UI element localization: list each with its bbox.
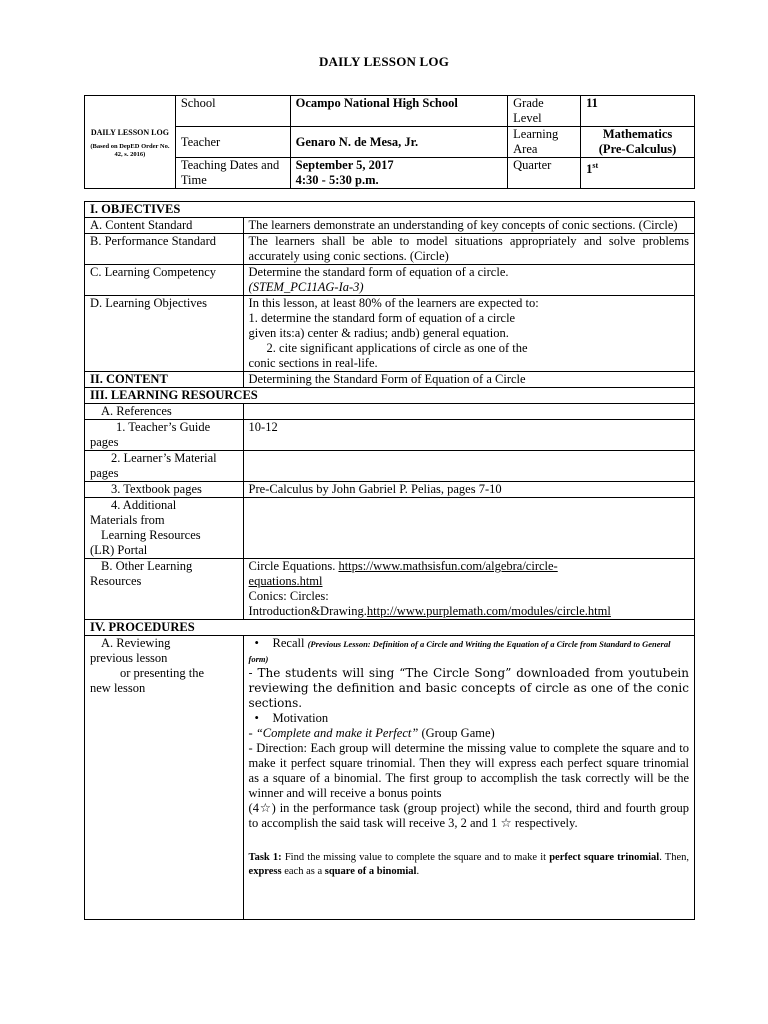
teachers-guide-value: 10-12 bbox=[243, 420, 694, 451]
resources-heading: III. LEARNING RESOURCES bbox=[85, 388, 695, 404]
quarter-value bbox=[581, 158, 695, 189]
task-bold: perfect square trinomial bbox=[549, 852, 660, 863]
task-text: . bbox=[416, 866, 420, 877]
purplemath-link[interactable]: http://www.purplemath.com/modules/circle.html bbox=[366, 604, 611, 618]
content-standard-label: A. Content Standard bbox=[85, 218, 244, 234]
content-heading: II. CONTENT bbox=[85, 372, 244, 388]
lm-label-line1: 2. Learner’s Material bbox=[111, 451, 217, 465]
rev-label-line: or presenting the bbox=[120, 666, 205, 680]
game-line: - “Complete and make it Perfect” (Group Game) bbox=[248, 726, 495, 740]
task-1 bbox=[249, 851, 689, 879]
add-label-line: Materials from bbox=[90, 513, 165, 527]
competency-text: Determine the standard form of equation of a circle. bbox=[248, 265, 509, 279]
dates-value-line2: 4:30 - 5:30 p.m. bbox=[295, 173, 379, 187]
performance-standard-value: The learners shall be able to model situations appropriately and solve problems accurately using conic sections. (Circle) bbox=[243, 234, 694, 265]
task-label: Task 1: bbox=[248, 852, 282, 863]
learning-objectives-label: D. Learning Objectives bbox=[85, 296, 244, 372]
lm-label-line2: pages bbox=[90, 466, 119, 480]
resource-text: Circle Equations. bbox=[248, 559, 339, 573]
dates-value bbox=[290, 158, 508, 189]
bullet-icon: • bbox=[254, 636, 259, 650]
references-value bbox=[243, 404, 694, 420]
task-text: each as a bbox=[281, 866, 325, 877]
teacher-value: Genaro N. de Mesa, Jr. bbox=[290, 127, 508, 158]
school-label: School bbox=[175, 96, 290, 127]
mathsisfun-link[interactable]: https://www.mathsisfun.com/algebra/circle- bbox=[338, 559, 558, 573]
textbook-label: 3. Textbook pages bbox=[85, 482, 244, 498]
stamp-title: DAILY LESSON LOG bbox=[90, 128, 169, 137]
performance-standard-label: B. Performance Standard bbox=[85, 234, 244, 265]
learners-material-value bbox=[243, 451, 694, 482]
learning-obj-line: In this lesson, at least 80% of the learners are expected to: bbox=[248, 296, 539, 310]
teacher-label: Teacher bbox=[175, 127, 290, 158]
bullet-icon: • bbox=[254, 711, 259, 725]
reviewing-value bbox=[243, 636, 694, 920]
area-label: Learning Area bbox=[508, 127, 581, 158]
recall-label: Recall bbox=[272, 636, 305, 650]
other-label-line1: B. Other Learning bbox=[101, 559, 193, 573]
motivation-label: Motivation bbox=[272, 711, 329, 725]
recall-item bbox=[249, 636, 689, 666]
dll-stamp bbox=[85, 96, 176, 189]
grade-label: Grade Level bbox=[508, 96, 581, 127]
teachers-guide-label bbox=[85, 420, 244, 451]
area-value bbox=[581, 127, 695, 158]
game-title: “Complete and make it Perfect” bbox=[255, 726, 419, 740]
competency-value bbox=[243, 265, 694, 296]
tg-label-line2: pages bbox=[90, 435, 119, 449]
rev-label-line: A. Reviewing bbox=[101, 636, 171, 650]
objectives-heading: I. OBJECTIVES bbox=[85, 202, 695, 218]
motivation-item bbox=[249, 711, 689, 726]
other-resources-label bbox=[85, 559, 244, 620]
header-table bbox=[84, 95, 695, 189]
learners-material-label bbox=[85, 451, 244, 482]
task-text: . Then, bbox=[659, 852, 689, 863]
learning-obj-line: conic sections in real-life. bbox=[248, 356, 378, 370]
document-title: DAILY LESSON LOG bbox=[318, 54, 450, 69]
tg-label-line1: 1. Teacher’s Guide bbox=[116, 420, 211, 434]
game-type: (Group Game) bbox=[418, 726, 495, 740]
references-label: A. References bbox=[85, 404, 244, 420]
grade-value: 11 bbox=[581, 96, 695, 127]
quarter-suffix: st bbox=[592, 161, 599, 170]
school-value: Ocampo National High School bbox=[290, 96, 508, 127]
other-label-line2: Resources bbox=[90, 574, 142, 588]
stamp-note: (Based on DepED Order No. 42, s. 2016) bbox=[90, 143, 170, 158]
additional-materials-label bbox=[85, 498, 244, 559]
procedures-heading: IV. PROCEDURES bbox=[85, 620, 695, 636]
learning-obj-line: 1. determine the standard form of equation of a circle bbox=[248, 311, 516, 325]
additional-materials-value bbox=[243, 498, 694, 559]
quarter-number: 1 bbox=[586, 162, 593, 177]
add-label-line: 4. Additional bbox=[111, 498, 177, 512]
quarter-label: Quarter bbox=[508, 158, 581, 189]
dates-label: Teaching Dates and Time bbox=[175, 158, 290, 189]
task-text: Find the missing value to complete the square and to make it bbox=[281, 852, 550, 863]
learning-obj-line: given its:a) center & radius; andb) general equation. bbox=[248, 326, 509, 340]
textbook-value: Pre-Calculus by John Gabriel P. Pelias, pages 7-10 bbox=[243, 482, 694, 498]
direction-text: - Direction: Each group will determine the missing value to complete the square and to make it perfect square trinomial. Then they will express each perfect square trinomial as a square of a binomial. The first group to accomplish the task correctly will be the winner and will receive a bonus points bbox=[248, 741, 689, 800]
rev-label-line: new lesson bbox=[90, 681, 146, 695]
lesson-table bbox=[84, 201, 695, 920]
competency-code: (STEM_PC11AG-Ia-3) bbox=[248, 280, 364, 294]
competency-label: C. Learning Competency bbox=[85, 265, 244, 296]
bonus-text: (4☆) in the performance task (group project) while the second, third and fourth group to accomplish the said task will receive 3, 2 and 1 ☆ respectively. bbox=[248, 801, 689, 830]
learning-obj-line: 2. cite significant applications of circle as one of the bbox=[266, 341, 528, 355]
dates-value-line1: September 5, 2017 bbox=[295, 158, 394, 172]
task-bold: square of a binomial bbox=[324, 866, 417, 877]
recall-note: (Previous Lesson: Definition of a Circle and Writing the Equation of a Circle from Standard to General form) bbox=[248, 639, 671, 664]
learning-objectives-value bbox=[243, 296, 694, 372]
other-resources-value bbox=[243, 559, 694, 620]
rev-label-line: previous lesson bbox=[90, 651, 168, 665]
task-bold: express bbox=[248, 866, 282, 877]
resource-circle-equations bbox=[249, 559, 689, 574]
reviewing-label bbox=[85, 636, 244, 920]
resource-conics-circles: Conics: Circles: bbox=[248, 589, 329, 603]
area-value-line1: Mathematics bbox=[602, 127, 673, 141]
content-standard-value: The learners demonstrate an understanding of key concepts of conic sections. (Circle) bbox=[243, 218, 694, 234]
recall-text: - The students will sing “The Circle Song” downloaded from youtubein reviewing the definition and basic concepts of circle as one of the conic sections. bbox=[248, 666, 689, 710]
resource-text: Introduction&Drawing. bbox=[248, 604, 367, 618]
mathsisfun-link-cont[interactable]: equations.html bbox=[248, 574, 323, 588]
content-value: Determining the Standard Form of Equation of a Circle bbox=[243, 372, 694, 388]
add-label-line: (LR) Portal bbox=[90, 543, 148, 557]
add-label-line: Learning Resources bbox=[101, 528, 201, 542]
area-value-line2: (Pre-Calculus) bbox=[598, 142, 677, 156]
